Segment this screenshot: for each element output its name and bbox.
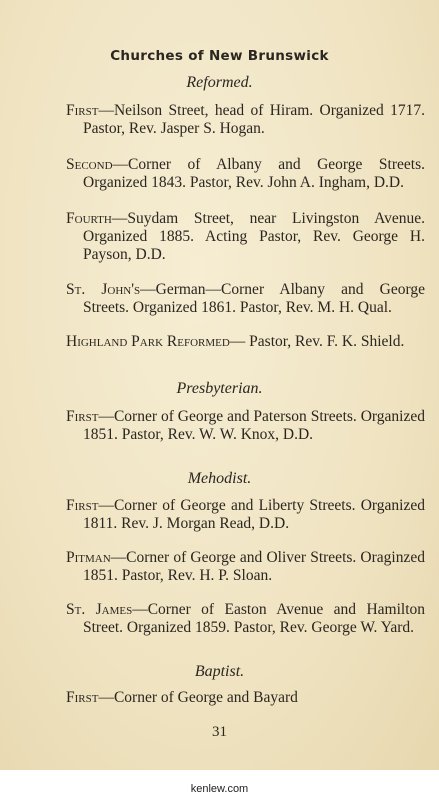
church-details: —Corner of Albany and George Streets. Organized 1843. Pastor, Rev. John A. Ingham, D.D. <box>83 156 425 191</box>
church-entry <box>66 281 425 317</box>
church-name: St. James <box>66 601 133 618</box>
church-name: Pitman <box>66 549 111 566</box>
church-name: First <box>66 102 99 119</box>
section-heading-presbyterian: Presbyterian. <box>176 380 263 397</box>
page-title: Churches of New Brunswick <box>110 48 329 64</box>
church-name: Fourth <box>66 210 112 227</box>
church-name: First <box>66 689 99 706</box>
section-heading-reformed: Reformed. <box>186 74 253 91</box>
church-entry <box>66 497 425 533</box>
church-details: —Corner of George and Paterson Streets. Organized 1851. Pastor, Rev. W. W. Knox, D.D. <box>83 408 425 443</box>
church-name: Second <box>66 156 113 173</box>
church-details: —Corner of George and Liberty Streets. Organized 1811. Rev. J. Morgan Read, D.D. <box>83 497 425 532</box>
church-entry <box>66 689 425 707</box>
church-name: First <box>66 408 99 425</box>
church-entry <box>66 601 425 637</box>
church-details: —German—Corner Albany and George Streets. Organized 1861. Pastor, Rev. M. H. Qual. <box>83 281 426 316</box>
church-entry <box>66 408 425 444</box>
church-details: —Suydam Street, near Livingston Avenue. Organized 1885. Acting Pastor, Rev. George H. Payson, D.D. <box>83 210 425 263</box>
church-details: —Corner of Easton Avenue and Hamilton Street. Organized 1859. Pastor, Rev. George W. Yard. <box>83 601 426 636</box>
church-details: —Neilson Street, head of Hiram. Organized 1717. Pastor, Rev. Jasper S. Hogan. <box>83 102 425 137</box>
church-details: —Corner of George and Oliver Streets. Oraginzed 1851. Pastor, Rev. H. P. Sloan. <box>83 549 425 584</box>
section-heading-baptist: Baptist. <box>194 663 245 680</box>
church-entry <box>66 156 425 192</box>
church-details: —Corner of George and Bayard <box>98 689 298 706</box>
church-name: Highland Park Reformed <box>66 333 230 350</box>
church-name: St. John's <box>66 281 141 298</box>
page-number: 31 <box>212 724 227 740</box>
watermark-text[interactable]: kenlew.com <box>190 783 249 795</box>
church-entry <box>66 333 425 351</box>
church-entry <box>66 549 425 585</box>
section-heading-methodist: Mehodist. <box>187 470 252 487</box>
church-name: First <box>66 497 99 514</box>
church-entry <box>66 210 425 264</box>
church-entry <box>66 102 425 138</box>
church-details: — Pastor, Rev. F. K. Shield. <box>229 333 405 350</box>
